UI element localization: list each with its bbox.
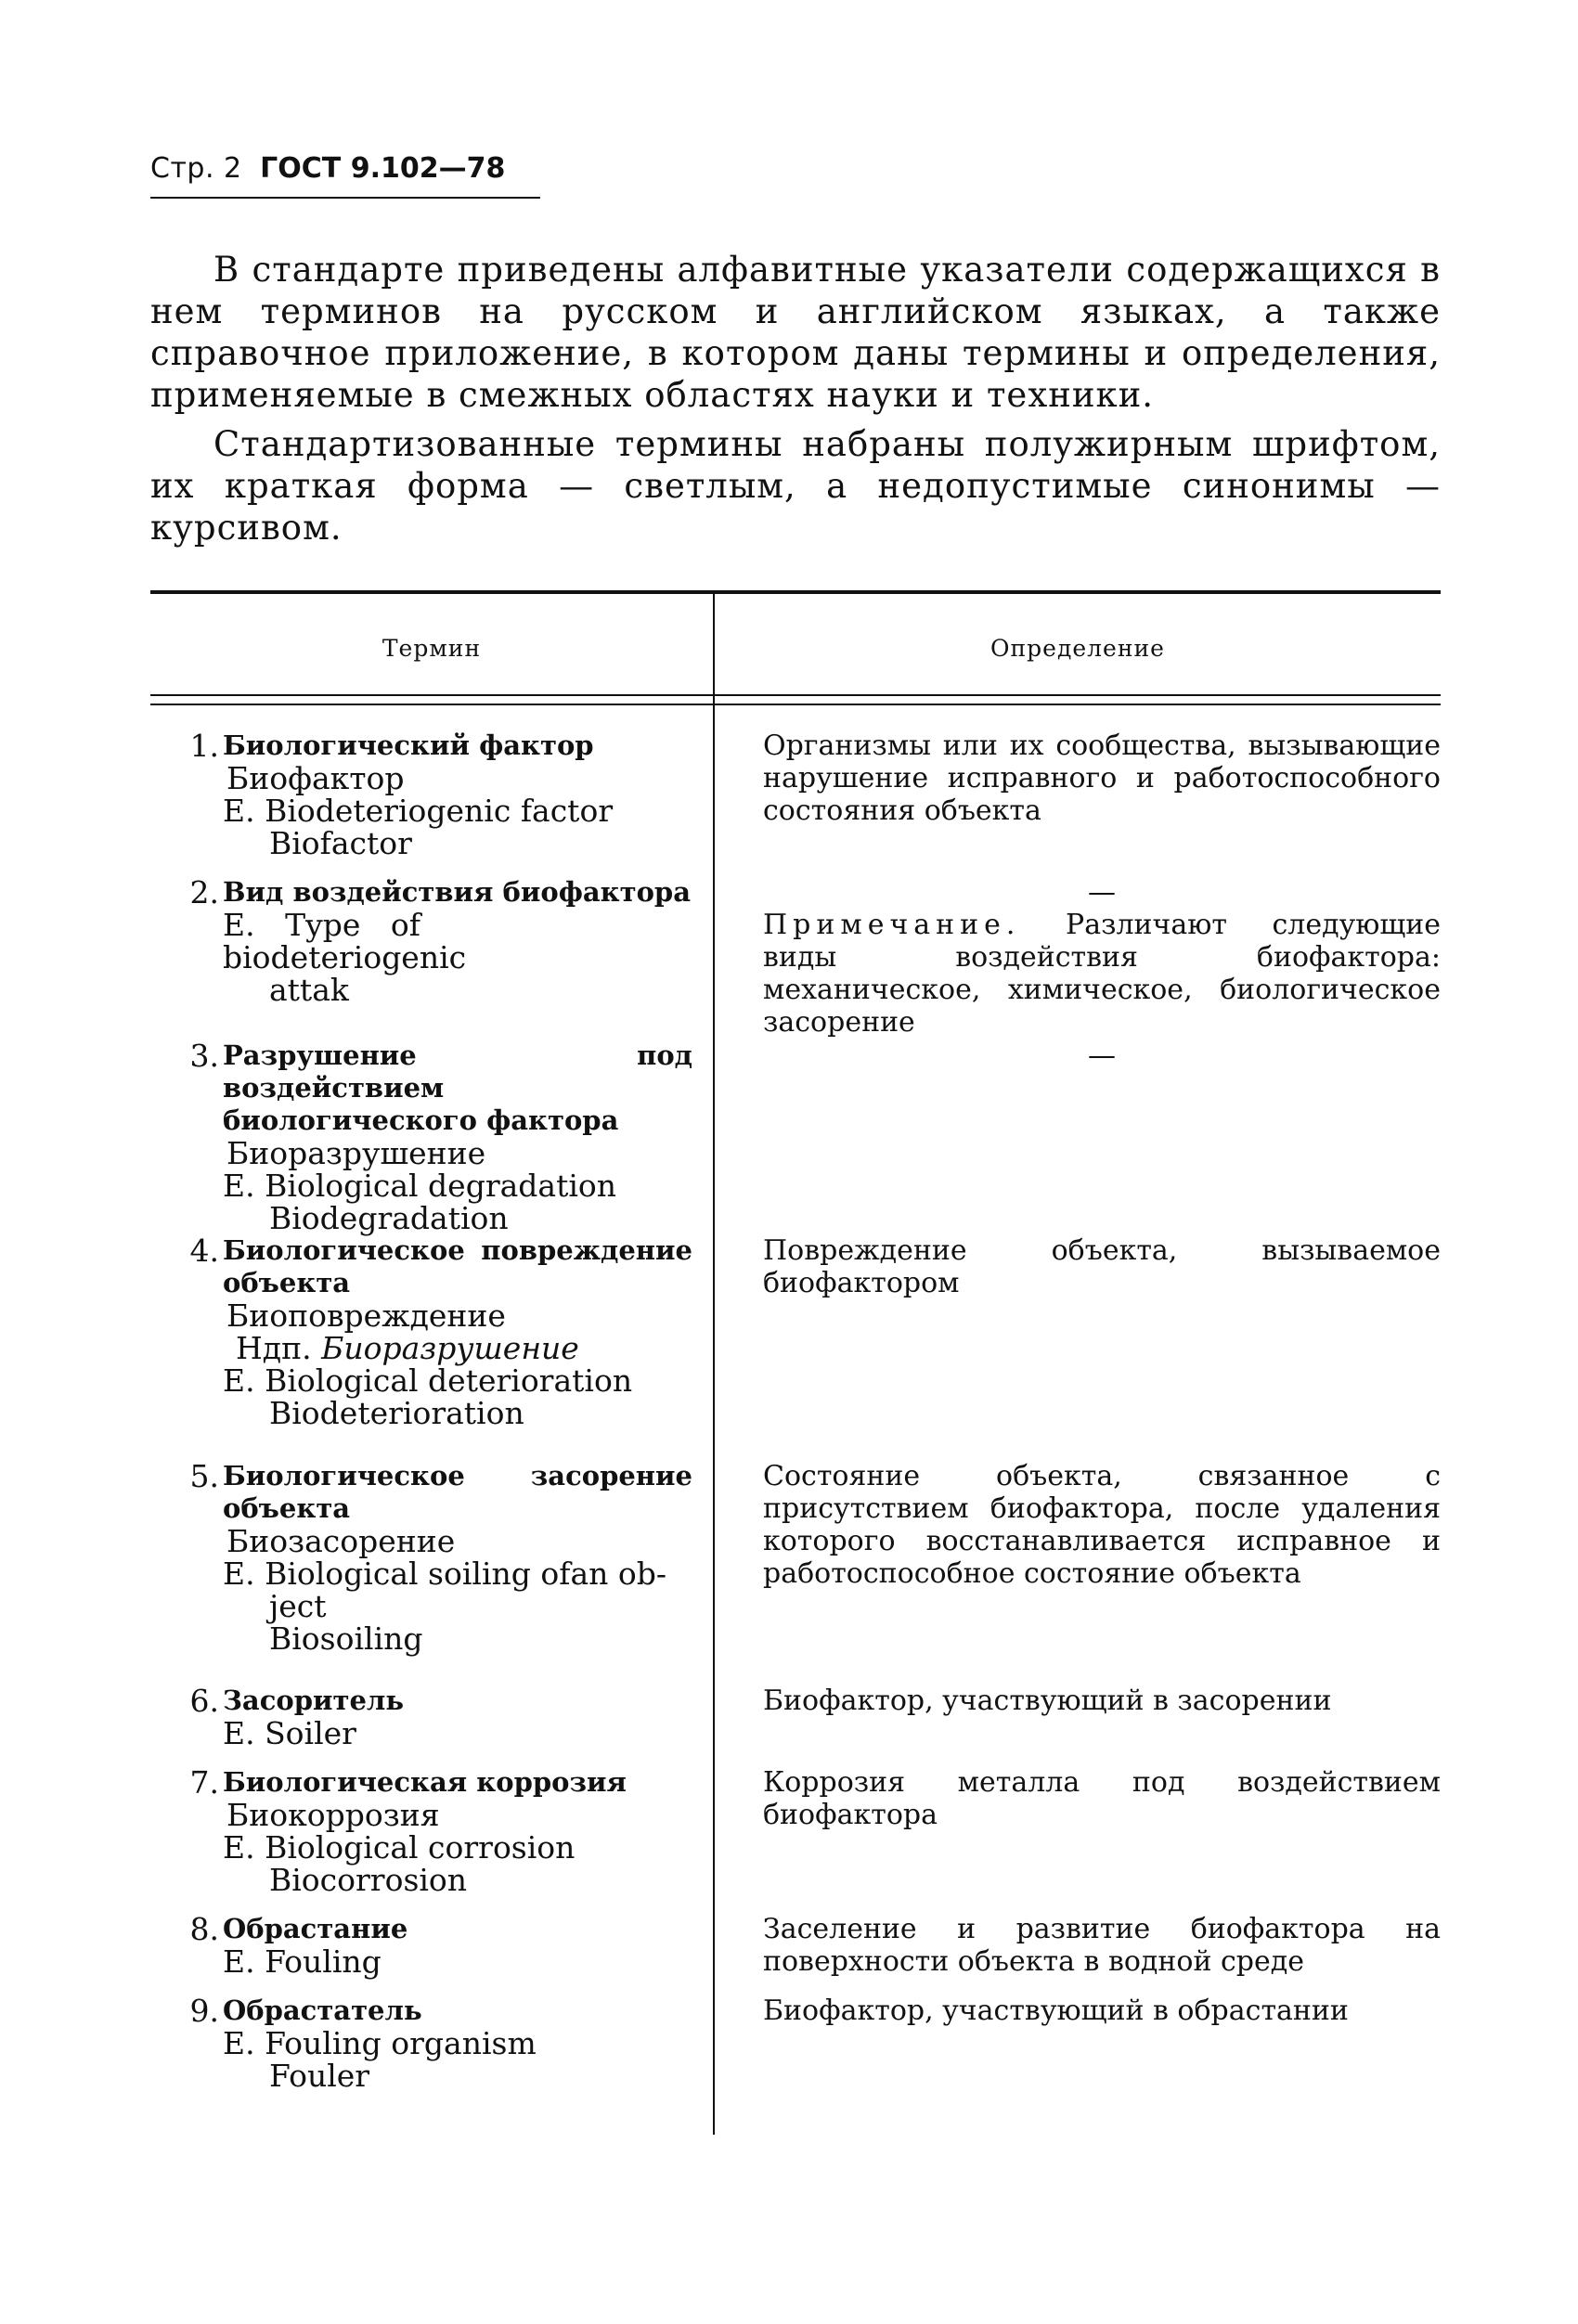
term-short-form: Биоповреждение	[226, 1298, 506, 1334]
term-english-alt: attak	[269, 972, 349, 1008]
term-number: 1.	[189, 728, 219, 764]
term-number: 8.	[189, 1911, 219, 1947]
term-name-cont: объекта	[223, 1492, 351, 1524]
term-english-alt: Biofactor	[269, 825, 412, 861]
term-short-form: Биоразрушение	[226, 1135, 486, 1171]
header-rule-upper	[150, 694, 1441, 696]
term-number: 6.	[189, 1683, 219, 1719]
intro-paragraph-1: В стандарте приведены алфавитные указатели содержащихся в нем терминов на русском и английском языках, а также справочное приложение, в котором даны термины и определения, применяемые в смежных областях науки и техники.	[150, 250, 1441, 415]
definition-cell	[763, 1039, 1441, 1072]
term-short-form: Биокоррозия	[226, 1797, 440, 1833]
definition-cell: Коррозия металла под воздействием биофактора	[763, 1766, 1441, 1831]
term-name: Обрастатель	[223, 1995, 422, 2026]
header-rule-lower	[150, 704, 1441, 705]
term-number: 2.	[189, 874, 219, 910]
term-name-cont: биологического фактора	[223, 1104, 619, 1136]
term-name: Вид воздействия биофактора	[223, 876, 692, 908]
standard-code: ГОСТ 9.102—78	[260, 152, 506, 185]
intro-paragraph-2: Стандартизованные термины набраны полужирным шрифтом, их краткая форма — светлым, а недопустимые синонимы — курсивом.	[150, 424, 1441, 548]
term-short-form: Биозасорение	[226, 1523, 456, 1559]
term-name: Биологическое засорение	[223, 1460, 692, 1491]
term-english-alt: Biodeterioration	[269, 1395, 524, 1431]
term-english-alt: Biocorrosion	[269, 1862, 468, 1898]
table-row	[150, 1685, 1441, 1749]
table-row	[150, 874, 1441, 1039]
term-cell	[150, 1995, 692, 2097]
forbidden-term: Биоразрушение	[321, 1330, 579, 1366]
definition-cell: Организмы или их сообщества, вызывающие нарушение исправного и работоспособного состояния объекта	[763, 729, 1441, 827]
term-number: 3.	[189, 1038, 219, 1074]
term-english-alt: Biodegradation	[269, 1200, 509, 1236]
term-english: Е. Biodeteriogenic factor	[223, 793, 614, 829]
term-english: Е. Biological corrosion	[223, 1829, 576, 1866]
term-number: 7.	[189, 1764, 219, 1801]
note-text: Различают следующие виды воздействия биофактора: механическое, химическое, биологическое засорение	[763, 909, 1441, 1039]
column-header-term: Термин	[382, 635, 482, 662]
note-label: Примечание.	[763, 909, 1021, 941]
term-english: Е. Biological degradation	[223, 1168, 617, 1204]
term-english-alt: Fouler	[269, 2058, 370, 2094]
column-header-definition: Определение	[990, 635, 1165, 662]
term-name: Засоритель	[223, 1685, 405, 1716]
page-header	[150, 152, 505, 186]
term-english: Е. Soiler	[223, 1715, 356, 1751]
term-short-form: Биофактор	[226, 760, 405, 796]
term-cell	[150, 1234, 692, 1443]
term-cell	[150, 1766, 692, 1896]
definition-cell: Биофактор, участвующий в обрастании	[763, 1995, 1349, 2027]
term-table	[150, 729, 1441, 2113]
table-row	[150, 729, 1441, 859]
definition-dash: —	[1088, 876, 1116, 909]
table-row	[150, 1995, 1441, 2097]
term-name-cont: объекта	[223, 1267, 351, 1298]
term-name: Биологическая коррозия	[223, 1766, 627, 1798]
term-cell	[150, 1913, 692, 1978]
table-row	[150, 1460, 1441, 1668]
term-english: Е. Biological soiling ofan ob-	[223, 1556, 667, 1592]
definition-cell: Биофактор, участвующий в засорении	[763, 1685, 1332, 1717]
term-english: Е. Biological deterioration	[223, 1362, 633, 1399]
term-number: 5.	[189, 1458, 219, 1494]
table-row	[150, 1913, 1441, 1978]
term-english: Е. Fouling	[223, 1943, 382, 1980]
term-number: 9.	[189, 1993, 219, 2029]
term-cell	[150, 1685, 692, 1749]
term-english: Е. Type of biodeteriogenic	[223, 907, 467, 975]
definition-cell: Повреждение объекта, вызываемое биофактором	[763, 1234, 1441, 1299]
term-cell	[150, 876, 692, 1023]
intro-text	[150, 249, 1441, 556]
term-english-alt: Biosoiling	[269, 1620, 423, 1657]
definition-cell: Заселение и развитие биофактора на поверхности объекта в водной среде	[763, 1913, 1441, 1978]
term-forbidden-synonym	[223, 1332, 692, 1364]
term-name: Биологическое повреждение	[223, 1234, 692, 1266]
definition-cell	[763, 876, 1441, 1039]
header-rule	[150, 197, 540, 199]
forbidden-label: Ндп.	[236, 1330, 312, 1366]
term-cell	[150, 729, 692, 859]
table-row	[150, 1038, 1441, 1236]
definition-cell: Состояние объекта, связанное с присутствием биофактора, после удаления которого восстанавливается исправное и работоспособное состояние объекта	[763, 1460, 1441, 1590]
term-name: Биологический фактор	[223, 729, 594, 761]
term-name: Разрушение под воздействием	[223, 1039, 692, 1104]
term-english-cont: ject	[269, 1588, 327, 1624]
term-cell	[150, 1038, 692, 1236]
term-name: Обрастание	[223, 1913, 408, 1944]
term-english: Е. Fouling organism	[223, 2025, 537, 2061]
definition-dash: —	[1088, 1039, 1116, 1072]
table-row	[150, 1234, 1441, 1443]
table-row	[150, 1766, 1441, 1896]
term-cell	[150, 1460, 692, 1668]
page-number: Стр. 2	[150, 152, 242, 185]
table-top-rule	[150, 590, 1441, 594]
term-number: 4.	[189, 1233, 219, 1269]
